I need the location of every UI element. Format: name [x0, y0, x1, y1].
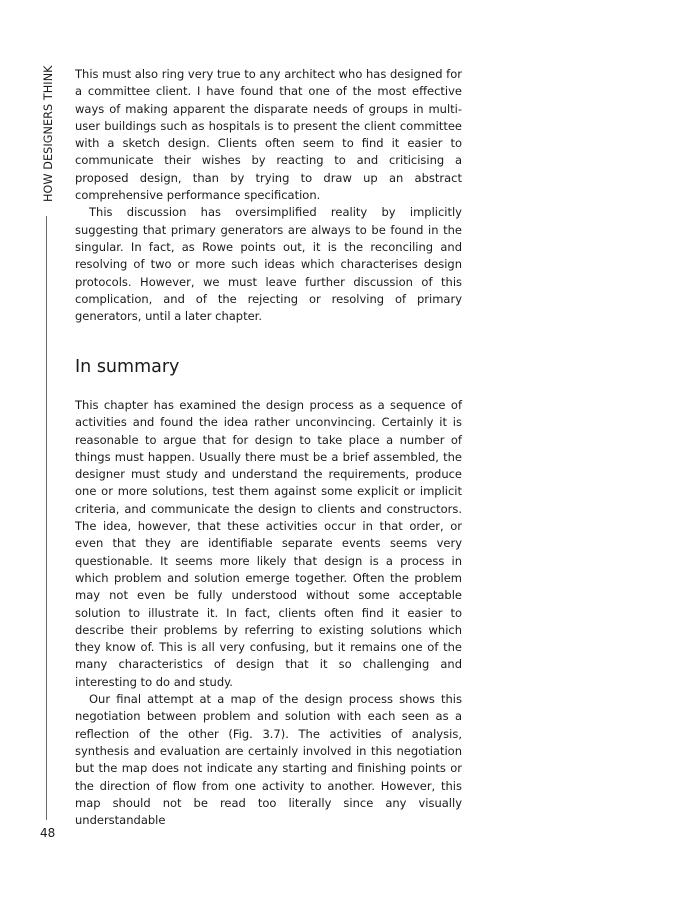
- paragraph-primary-generators: This discussion has oversimplified reality by implicitly suggesting that primary generators are always to be found in the singular. In fact, as Rowe points out, it is the reconciling and resolving of two or more such ideas which characterises design protocols. However, we must leave further discussion of this complication, and of the rejecting or resolving of primary generators, until a later chapter.: [75, 205, 462, 324]
- paragraph-summary-chapter: This chapter has examined the design process as a sequence of activities and found the idea rather unconvincing. Certainly it is reasonable to argue that for design to take place a number of things must happen. Usually there must be a brief assembled, the designer must study and understand the requirements, produce one or more solutions, test them against some explicit or implicit criteria, and communicate the design to clients and constructors. The idea, however, that these activities occur in that order, or even that they are identifiable separate events seems very questionable. It seems more likely that design is a process in which problem and solution emerge together. Often the problem may not even be fully understood without some acceptable solution to illustrate it. In fact, clients often find it easier to describe their problems by referring to existing solutions which they know of. This is all very confusing, but it remains one of the many characteristics of design that it so challenging and interesting to do and study.: [75, 398, 462, 689]
- paragraph-final-map: Our final attempt at a map of the design process shows this negotiation between problem and solution with each seen as a reflection of the other (Fig. 3.7). The activities of analysis, synthesis and evaluation are certainly involved in this negotiation but the map does not indicate any starting and finishing points or the direction of flow from one activity to another. However, this map should not be read too literally since any visually understandable: [75, 692, 462, 828]
- margin-rule: [46, 216, 47, 820]
- summary-text-block: [75, 397, 462, 829]
- paragraph-committee-client: This must also ring very true to any architect who has designed for a committee client. I have found that one of the most effective ways of making apparent the disparate needs of groups in multi-user buildings such as hospitals is to present the client committee with a sketch design. Clients often seem to find it easier to communicate their wishes by reacting to and criticising a proposed design, than by trying to draw up an abstract comprehensive performance specification.: [75, 67, 462, 203]
- page-number: 48: [40, 826, 56, 840]
- running-head-text: HOW DESIGNERS THINK: [42, 65, 55, 202]
- section-heading-in-summary: In summary: [75, 357, 180, 377]
- top-text-block: [75, 66, 462, 325]
- running-head: [40, 65, 58, 202]
